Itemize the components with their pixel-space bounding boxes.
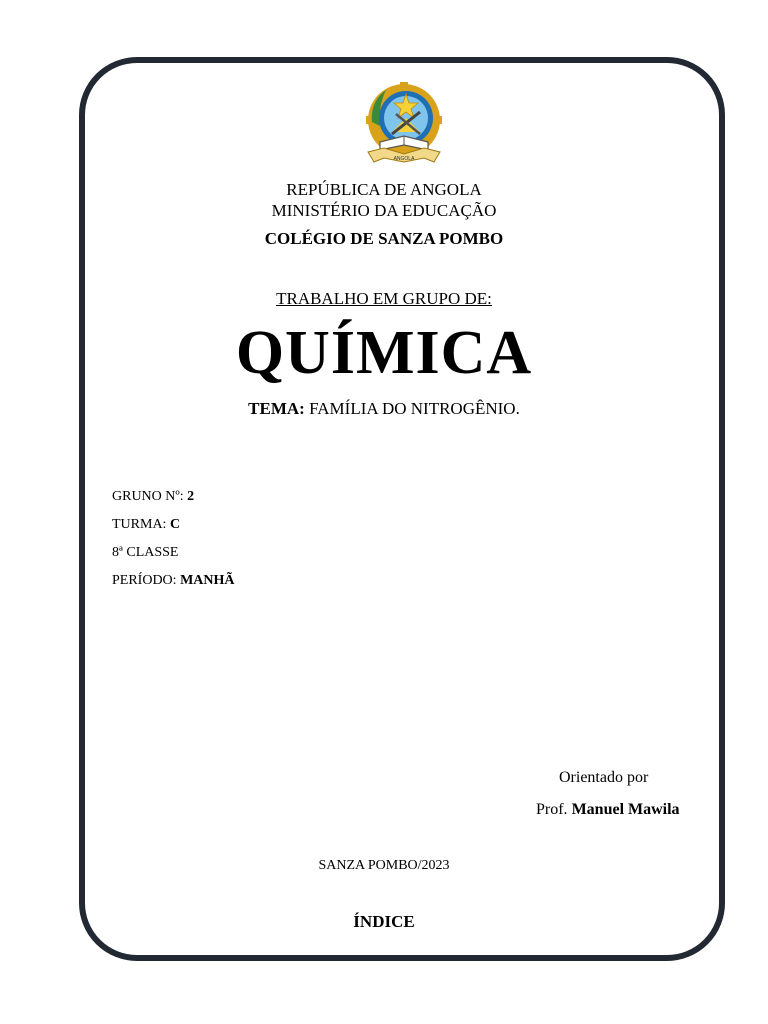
supervisor-title: Prof. bbox=[536, 801, 568, 818]
ministry-line: MINISTÉRIO DA EDUCAÇÃO bbox=[271, 201, 497, 220]
class-label: TURMA: bbox=[112, 517, 167, 532]
period-line bbox=[112, 573, 235, 589]
republic-line: REPÚBLICA DE ANGOLA bbox=[286, 180, 482, 199]
work-heading: TRABALHO EM GRUPO DE: bbox=[276, 289, 492, 308]
group-number bbox=[112, 489, 194, 505]
class-value: C bbox=[169, 517, 181, 532]
school-name: COLÉGIO DE SANZA POMBO bbox=[264, 229, 504, 248]
supervisor-label: Orientado por bbox=[559, 769, 649, 786]
theme-value: FAMÍLIA DO NITROGÊNIO. bbox=[309, 399, 520, 418]
index-heading: ÍNDICE bbox=[353, 912, 415, 931]
group-label: GRUNO Nº: bbox=[112, 489, 184, 504]
period-label: PERÍODO: bbox=[112, 573, 177, 588]
period-value: MANHÃ bbox=[180, 573, 235, 588]
place-year: SANZA POMBO/2023 bbox=[318, 858, 450, 873]
supervisor-name-line bbox=[536, 801, 680, 819]
theme-label: TEMA: bbox=[248, 399, 305, 418]
supervisor-name: Manuel Mawila bbox=[571, 801, 680, 818]
grade-line: 8ª CLASSE bbox=[112, 545, 179, 560]
emblem-ribbon-text: ANGOLA bbox=[393, 156, 415, 162]
class-line bbox=[112, 517, 180, 533]
theme-line bbox=[0, 399, 768, 419]
subject-title: QUÍMICA bbox=[235, 319, 533, 387]
angola-education-emblem-icon bbox=[362, 82, 446, 168]
group-value: 2 bbox=[187, 489, 195, 504]
